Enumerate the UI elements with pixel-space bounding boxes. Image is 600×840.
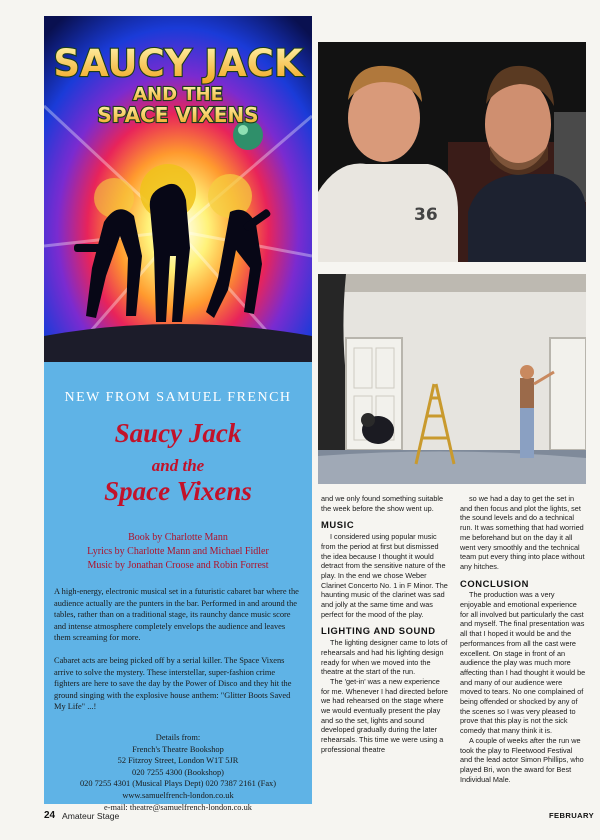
page-number: 24 bbox=[44, 810, 56, 821]
advert-heading: NEW FROM SAMUEL FRENCH bbox=[64, 390, 292, 405]
lighting-text-2: The 'get-in' was a new experience for me. Whenever I had directed before we had rehearsed on the stage where we would eventually present the play and so the set, lights and sound developed gradually during the later rehearsals. This time we were using a professional theatre bbox=[321, 676, 448, 754]
details-email: e-mail: theatre@samuelfrench-london.co.uk bbox=[104, 802, 252, 812]
poster-image bbox=[44, 16, 312, 362]
details-website: www.samuelfrench-london.co.uk bbox=[122, 790, 234, 800]
article-column-1 bbox=[321, 494, 449, 755]
music-heading: MUSIC bbox=[321, 519, 355, 531]
article-column-2 bbox=[460, 494, 586, 784]
advert-panel bbox=[44, 16, 312, 812]
conclusion-text-2: A couple of weeks after the run we took the play to Fleetwood Festival and the lead actor Simon Phillips, who played Bri, won the award for Best Individual Male. bbox=[460, 735, 584, 784]
conclusion-heading: CONCLUSION bbox=[460, 577, 530, 589]
shirt-number: 36 bbox=[414, 205, 438, 225]
advert-title-line3: Space Vixens bbox=[104, 476, 252, 506]
col2-intro: so we had a day to get the set in and then focus and plot the lights, set the sound levels and do a technical run. It was something that had worried me beforehand but on the day it all went very smoothly and the technical team put every thing into place without any hitches. bbox=[460, 494, 585, 571]
poster-title-line3: SPACE VIXENS bbox=[97, 103, 259, 127]
photo-actors bbox=[318, 42, 586, 262]
advert-paragraph-2: Cabaret acts are being picked off by a serial killer. The Space Vixens arrive to solve the mystery. These interstellar, super-fashion crime fighters are here to save the day by the Power of Disco and they hit the ground singing with the explosive house anthem: "Glitter Boots Saved My Life" ...! bbox=[54, 656, 292, 712]
music-text: I considered using popular music from the period at first but dismissed the idea because I thought it would detract from the sensitive nature of the play. In the end we chose Weber Clarinet Concerto No. 1 in F Minor. The haunting music of the clarinet was sad and jolly at the same time and was perfect for the mood of the play. bbox=[321, 532, 448, 619]
lighting-heading: LIGHTING AND SOUND bbox=[321, 625, 436, 637]
advert-credits bbox=[44, 531, 312, 573]
details-label: Details from: bbox=[155, 733, 201, 742]
advert-paragraph-1: A high-energy, electronic musical set in a futuristic cabaret bar where the audience actually are the punters in the bar. Performed in and around the tables, rather than on a traditional stage, its raunchy dance music score and intense atmosphere completely envelops the audience and leaves them screaming for more. bbox=[54, 587, 299, 643]
details-shop: French's Theatre Bookshop bbox=[132, 744, 224, 754]
lighting-text-1: The lighting designer came to lots of rehearsals and had his lighting design ready for when we moved into the theatre at the start of the run. bbox=[321, 638, 448, 677]
poster-title-line2: AND THE bbox=[133, 84, 223, 105]
col1-intro: and we only found something suitable the week before the show went up. bbox=[321, 494, 444, 513]
conclusion-text-1: The production was a very enjoyable and emotional experience for all involved but particularly the cast and myself. The final presentation was all that I hoped it would be and the performances from all the cast were excellent. On stage in front of an audience the play was much more affecting than I had thought it would be and many of our audience were moved to tears. No one complained of being offended or shocked by any of the scenes so I was very pleased to prove that this play is not the sick comedy that many think it is. bbox=[460, 590, 586, 736]
details-address: 52 Fitzroy Street, London W1T 5JR bbox=[117, 756, 239, 766]
details-phone-bookshop: 020 7255 4300 (Bookshop) bbox=[132, 767, 224, 777]
credit-music: Music by Jonathan Croose and Robin Forrest bbox=[87, 560, 269, 571]
magazine-name: Amateur Stage bbox=[62, 811, 120, 821]
poster-title-line1: SAUCY JACK bbox=[53, 42, 303, 85]
photo-set-building bbox=[318, 274, 586, 484]
advert-title-line1: Saucy Jack bbox=[114, 418, 242, 448]
advert-details bbox=[44, 732, 312, 813]
credit-lyrics: Lyrics by Charlotte Mann and Michael Fidler bbox=[87, 546, 269, 557]
issue-month: FEBRUARY bbox=[549, 811, 595, 820]
advert-title-line2: and the bbox=[151, 456, 205, 475]
credit-book: Book by Charlotte Mann bbox=[128, 532, 228, 543]
details-phone-musical: 020 7255 4301 (Musical Plays Dept) 020 7387 2161 (Fax) bbox=[79, 779, 277, 789]
